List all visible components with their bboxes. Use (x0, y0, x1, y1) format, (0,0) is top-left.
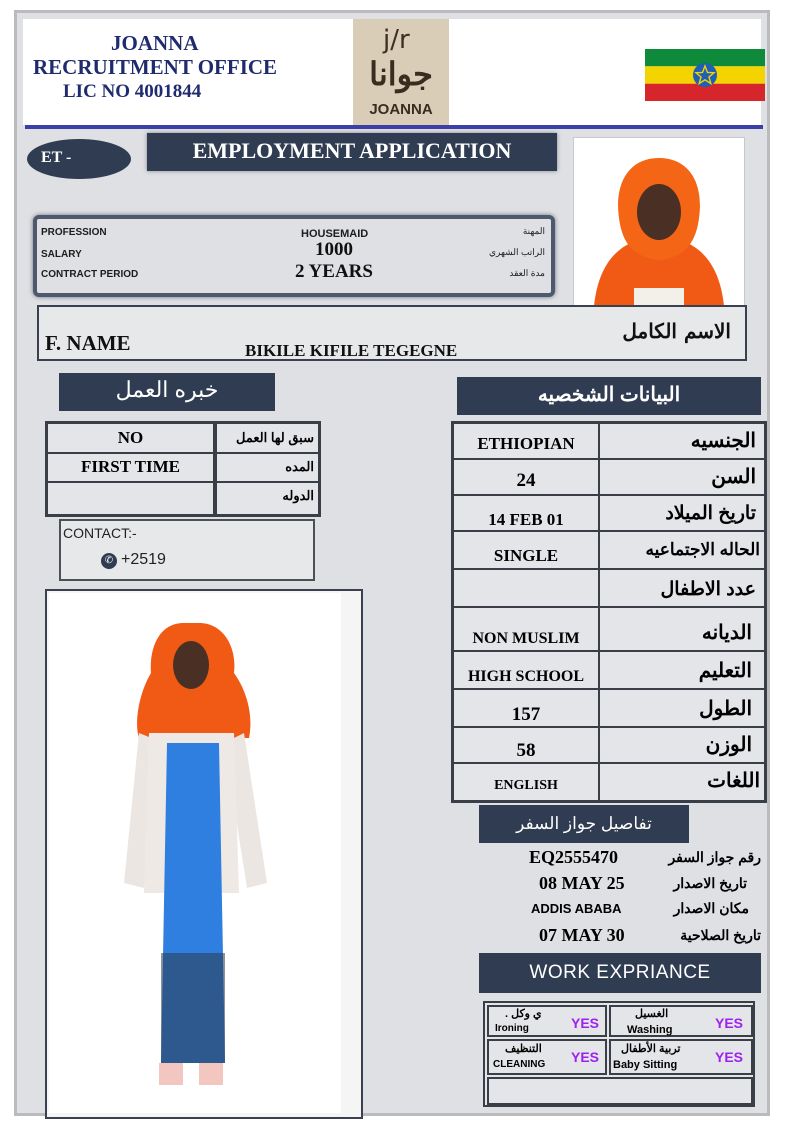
ethiopia-flag (645, 49, 765, 101)
logo-mark: j/r (383, 25, 410, 55)
name-value: BIKILE KIFILE TEGEGNE (245, 341, 458, 360)
personal-label-8: الوزن (705, 734, 752, 756)
skill-ironing-en: Ironing (495, 1023, 529, 1034)
personal-value-5: NON MUSLIM (472, 630, 580, 647)
experience-value-0: NO (117, 428, 144, 447)
reference-badge: ET - (27, 139, 131, 179)
skill-babysitting-value: YES (715, 1049, 744, 1065)
salary-label-ar: الراتب الشهري (489, 247, 545, 257)
contact-box (59, 519, 315, 581)
license-number: LIC NO 4001844 (63, 81, 202, 102)
skill-baby-sitting (609, 1039, 753, 1075)
personal-label-4: عدد الاطفال (660, 579, 756, 600)
profession-label-ar: المهنة (522, 226, 545, 236)
skill-cleaning-en: CLEANING (493, 1059, 546, 1070)
experience-label-2: الدوله (282, 488, 314, 503)
passport-value-0: EQ2555470 (529, 847, 619, 867)
passport-section (517, 847, 761, 947)
skill-washing (609, 1005, 753, 1037)
experience-value-1: FIRST TIME (80, 457, 181, 476)
application-page (14, 10, 770, 1116)
skill-cleaning-value: YES (571, 1049, 600, 1065)
passport-value-2: ADDIS ABABA (531, 901, 622, 916)
contract-value: 2 YEARS (295, 261, 373, 282)
phone-icon: ✆ (101, 553, 117, 569)
office-line2: RECRUITMENT OFFICE (33, 55, 278, 79)
name-label: F. NAME (45, 331, 131, 355)
salary-value: 1000 (315, 239, 353, 260)
experience-header: خبره العمل (59, 373, 275, 411)
personal-value-6: HIGH SCHOOL (467, 668, 585, 685)
contact-phone[interactable]: +2519 (121, 551, 166, 568)
personal-value-0: ETHIOPIAN (477, 434, 575, 453)
personal-label-7: الطول (699, 698, 752, 720)
personal-value-7: 157 (511, 704, 541, 725)
work-grid (483, 1001, 755, 1107)
page-title: EMPLOYMENT APPLICATION (147, 133, 557, 171)
skill-babysitting-ar: تربية الأطفال (621, 1043, 681, 1055)
salary-label: SALARY (41, 249, 82, 260)
personal-value-3: SINGLE (493, 546, 559, 565)
skill-washing-value: YES (715, 1015, 744, 1031)
personal-header: البيانات الشخصيه (457, 377, 761, 415)
skill-cleaning (487, 1039, 607, 1075)
personal-label-1: السن (711, 466, 756, 488)
experience-label-0: سبق لها العمل (236, 430, 314, 445)
skill-cleaning-ar: التنظيف (505, 1043, 542, 1055)
personal-value-1: 24 (516, 470, 536, 491)
experience-label-1: المده (285, 459, 314, 474)
personal-label-0: الجنسيه (690, 430, 756, 452)
header-divider (25, 125, 763, 129)
contract-label-ar: مدة العقد (509, 268, 545, 278)
personal-label-5: الديانه (701, 622, 752, 644)
experience-divider (213, 424, 217, 514)
passport-header: تفاصيل جواز السفر (479, 805, 689, 843)
passport-label-1: تاريخ الاصدار (673, 875, 747, 891)
full-body-illustration (49, 593, 341, 1113)
personal-label-6: التعليم (698, 660, 752, 682)
logo-arabic: جوانا (369, 56, 433, 92)
contract-label: CONTRACT PERIOD (41, 269, 139, 280)
personal-value-8: 58 (516, 740, 536, 761)
passport-value-1: 08 MAY 25 (539, 873, 625, 893)
name-bar (37, 305, 747, 361)
portrait-photo (573, 137, 745, 307)
passport-label-0: رقم جواز السفر (668, 849, 761, 865)
personal-value-2: 14 FEB 01 (488, 510, 564, 529)
experience-table (45, 421, 321, 517)
logo (353, 19, 449, 125)
job-info-box (33, 215, 555, 297)
portrait-illustration (574, 138, 744, 306)
personal-table (451, 421, 767, 803)
logo-latin: JOANNA (369, 101, 433, 118)
name-label-ar: الاسم الكامل (622, 319, 731, 343)
passport-value-3: 07 MAY 30 (539, 925, 625, 945)
personal-value-9: ENGLISH (494, 778, 558, 793)
work-empty-row (487, 1077, 753, 1105)
office-line1: JOANNA (111, 31, 199, 55)
contact-label: CONTACT:- (63, 525, 137, 541)
profession-label: PROFESSION (41, 227, 107, 238)
skill-washing-en: Washing (627, 1024, 673, 1036)
personal-label-9: اللغات (707, 770, 760, 792)
full-body-photo (49, 593, 341, 1113)
skill-washing-ar: الغسيل (635, 1008, 669, 1020)
full-body-photo-frame (45, 589, 363, 1119)
skill-ironing-ar: ي وكل . (505, 1008, 542, 1020)
personal-label-3: الحاله الاجتماعيه (645, 540, 760, 559)
passport-label-3: تاريخ الصلاحية (680, 927, 761, 943)
skill-ironing (487, 1005, 607, 1037)
skill-ironing-value: YES (571, 1015, 600, 1031)
skill-babysitting-en: Baby Sitting (613, 1059, 678, 1071)
personal-label-2: تاريخ الميلاد (665, 503, 756, 524)
header-bar (23, 19, 761, 125)
profession-value: HOUSEMAID (301, 228, 369, 240)
passport-label-2: مكان الاصدار (673, 900, 749, 916)
work-header: WORK EXPRIANCE (479, 953, 761, 993)
